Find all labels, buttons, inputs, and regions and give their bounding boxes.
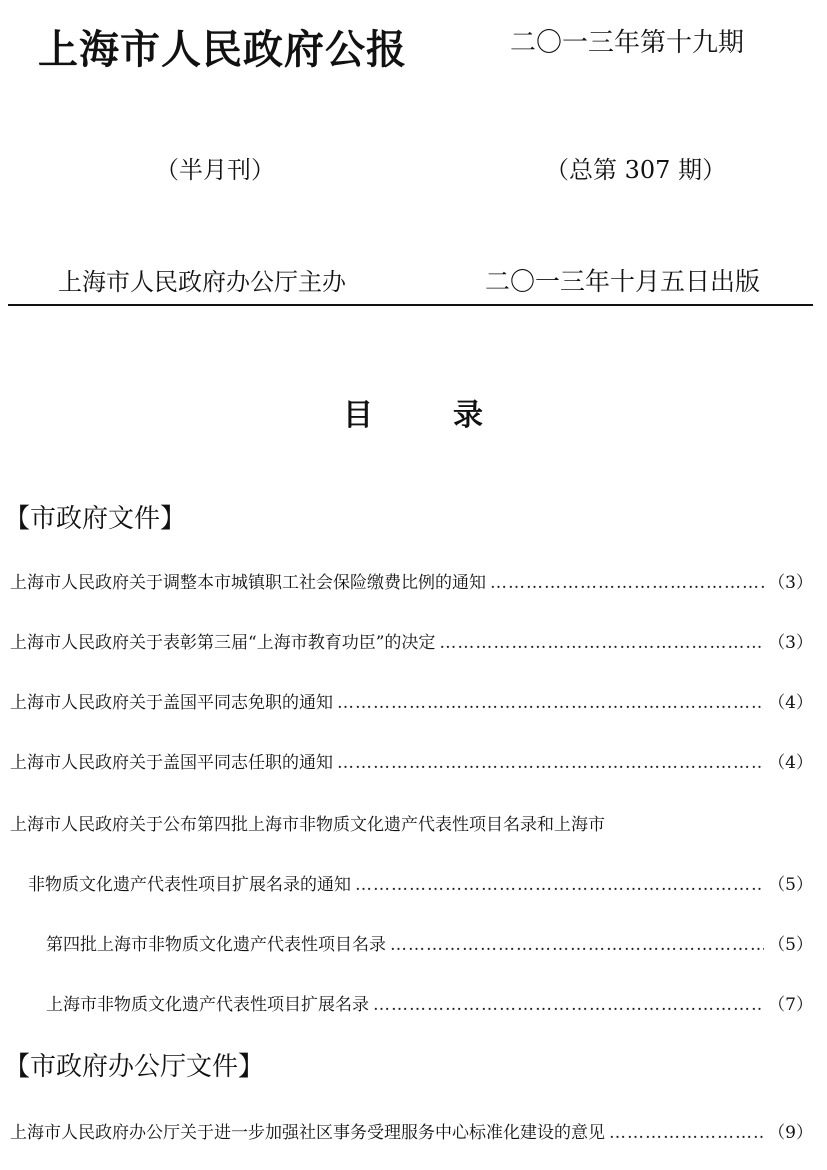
toc-entry-page: （9） — [768, 1123, 813, 1143]
toc-entry-page: （3） — [768, 633, 813, 653]
toc-entry-title: 上海市人民政府办公厅关于进一步加强社区事务受理服务中心标准化建设的意见 — [10, 1123, 605, 1143]
toc-title: 目录 — [343, 398, 563, 433]
toc-entry[interactable] — [10, 688, 813, 713]
toc-leader-dots — [337, 753, 764, 773]
publication-date: 二〇一三年十月五日出版 — [485, 267, 761, 296]
toc-entry-title: 第四批上海市非物质文化遗产代表性项目名录 — [46, 935, 386, 955]
toc-entry[interactable] — [28, 870, 813, 895]
section-heading-office-docs: 【市政府办公厅文件】 — [4, 1052, 265, 1082]
toc-entry-title: 上海市人民政府关于盖国平同志任职的通知 — [10, 753, 333, 773]
toc-leader-dots — [490, 573, 764, 593]
toc-entry-title-line2: 非物质文化遗产代表性项目扩展名录的通知 — [28, 875, 351, 895]
toc-leader-dots — [609, 1123, 764, 1143]
toc-entry-page: （7） — [768, 995, 813, 1015]
toc-entry-page: （4） — [768, 753, 813, 773]
toc-entry-page: （5） — [768, 935, 813, 955]
toc-subentry[interactable] — [46, 990, 813, 1015]
toc-entry[interactable] — [10, 748, 813, 773]
section-heading-municipal-docs: 【市政府文件】 — [4, 504, 187, 534]
header-divider — [8, 304, 813, 306]
toc-entry-title: 上海市人民政府关于盖国平同志免职的通知 — [10, 693, 333, 713]
toc-entry[interactable] — [10, 1118, 813, 1143]
toc-entry-page: （5） — [768, 875, 813, 895]
toc-entry[interactable] — [10, 568, 813, 593]
issue-number: 二〇一三年第十九期 — [510, 28, 745, 58]
masthead-title: 上海市人民政府公报 — [38, 26, 407, 73]
toc-entry-title: 上海市人民政府关于表彰第三届“上海市教育功臣”的决定 — [10, 633, 436, 653]
publication-frequency: （半月刊） — [155, 156, 275, 184]
sponsor-line: 上海市人民政府办公厅主办 — [58, 268, 346, 296]
total-issue-number: （总第 307 期） — [545, 156, 727, 184]
toc-subentry[interactable] — [46, 930, 813, 955]
toc-entry-page: （4） — [768, 693, 813, 713]
toc-entry-title: 上海市人民政府关于调整本市城镇职工社会保险缴费比例的通知 — [10, 573, 486, 593]
toc-leader-dots — [439, 633, 764, 653]
toc-entry-title: 上海市非物质文化遗产代表性项目扩展名录 — [46, 995, 369, 1015]
toc-leader-dots — [373, 995, 764, 1015]
toc-leader-dots — [355, 875, 764, 895]
toc-leader-dots — [337, 693, 764, 713]
toc-entry-title-line1[interactable]: 上海市人民政府关于公布第四批上海市非物质文化遗产代表性项目名录和上海市 — [10, 815, 605, 835]
toc-entry[interactable] — [10, 628, 813, 653]
toc-leader-dots — [390, 935, 764, 955]
toc-entry-page: （3） — [768, 573, 813, 593]
